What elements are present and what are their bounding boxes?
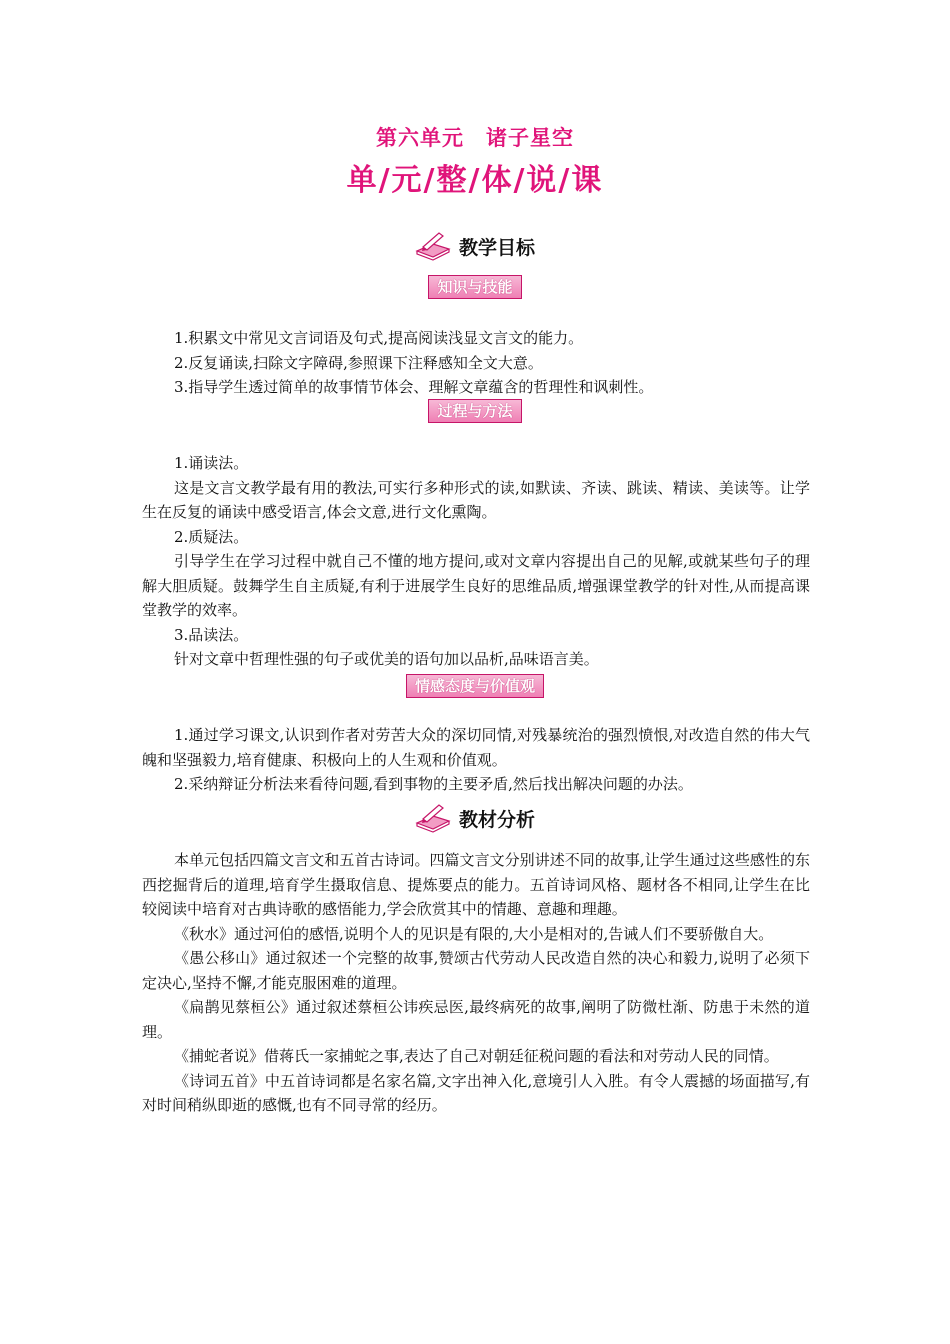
book-pencil-icon [415,231,451,261]
paragraph: 《诗词五首》中五首诗词都是名家名篇,文字出神入化,意境引人入胜。有令人震撼的场面描写,有对时间稍纵即逝的感慨,也有不同寻常的经历。 [142,1071,810,1114]
list-item: 1.通过学习课文,认识到作者对劳苦大众的深切同情,对残暴统治的强烈愤恨,对改造自然的伟大气魄和坚强毅力,培育健康、积极向上的人生观和价值观。 [142,726,810,769]
paragraph: 针对文章中哲理性强的句子或优美的语句加以品析,品味语言美。 [174,650,599,668]
paragraph: 《秋水》通过河伯的感悟,说明个人的见识是有限的,大小是相对的,告诫人们不要骄傲自大。 [174,924,774,943]
main-title: 单/元/整/体/说/课 [346,163,604,198]
list-item: 1.诵读法。 [174,454,249,472]
list-item: 1.积累文中常见文言词语及句式,提高阅读浅显文言文的能力。 [174,329,584,347]
section-title: 教学目标 [458,236,535,259]
section-header-textbook-analysis [0,801,950,835]
section-header-teaching-goals [0,229,950,263]
unit-title: 第六单元 诸子星空 [376,126,574,150]
emotion-values-list [142,723,810,797]
list-item: 3.指导学生透过简单的故事情节体会、理解文章蕴含的哲理性和讽刺性。 [174,378,654,396]
subheading-wrapper [0,399,950,423]
list-item: 2.反复诵读,扫除文字障碍,参照课下注释感知全文大意。 [174,353,543,372]
list-item: 2.采纳辩证分析法来看待问题,看到事物的主要矛盾,然后找出解决问题的办法。 [174,775,693,793]
paragraph: 本单元包括四篇文言文和五首古诗词。四篇文言文分别讲述不同的故事,让学生通过这些感性的东西挖掘背后的道理,培育学生摄取信息、提炼要点的能力。五首诗词风格、题材各不相同,让学生在比较阅读中培育对古典诗歌的感悟能力,学会欣赏其中的情趣、意趣和理趣。 [142,851,810,918]
paragraph: 这是文言文教学最有用的教法,可实行多种形式的读,如默读、齐读、跳读、精读、美读等。让学生在反复的诵读中感受语言,体会文意,进行文化熏陶。 [142,478,810,521]
section-title: 教材分析 [458,808,535,831]
paragraph: 《扁鹊见蔡桓公》通过叙述蔡桓公讳疾忌医,最终病死的故事,阐明了防微杜渐、防患于未然的道理。 [142,998,810,1041]
paragraph: 《捕蛇者说》借蒋氏一家捕蛇之事,表达了自己对朝廷征税问题的看法和对劳动人民的同情。 [174,1047,779,1065]
list-item: 2.质疑法。 [174,527,249,546]
process-methods-list [142,451,810,672]
textbook-analysis-body [142,848,810,1118]
paragraph: 《愚公移山》通过叙述一个完整的故事,赞颂古代劳动人民改造自然的决心和毅力,说明了必须下定决心,坚持不懈,才能克服困难的道理。 [142,949,810,992]
subheading-emotion-values: 情感态度与价值观 [406,674,544,698]
subheading-knowledge-skills: 知识与技能 [428,275,521,299]
book-pencil-icon [415,803,451,833]
paragraph: 引导学生在学习过程中就自己不懂的地方提问,或对文章内容提出自己的见解,或就某些句子的理解大胆质疑。鼓舞学生自主质疑,有利于进展学生良好的思维品质,增强课堂教学的针对性,从而提高课堂教学的效率。 [142,552,810,619]
subheading-process-methods: 过程与方法 [428,399,521,423]
list-item: 3.品读法。 [174,625,249,644]
subheading-wrapper [0,275,950,299]
subheading-wrapper [0,674,950,698]
knowledge-skills-list [142,326,810,400]
